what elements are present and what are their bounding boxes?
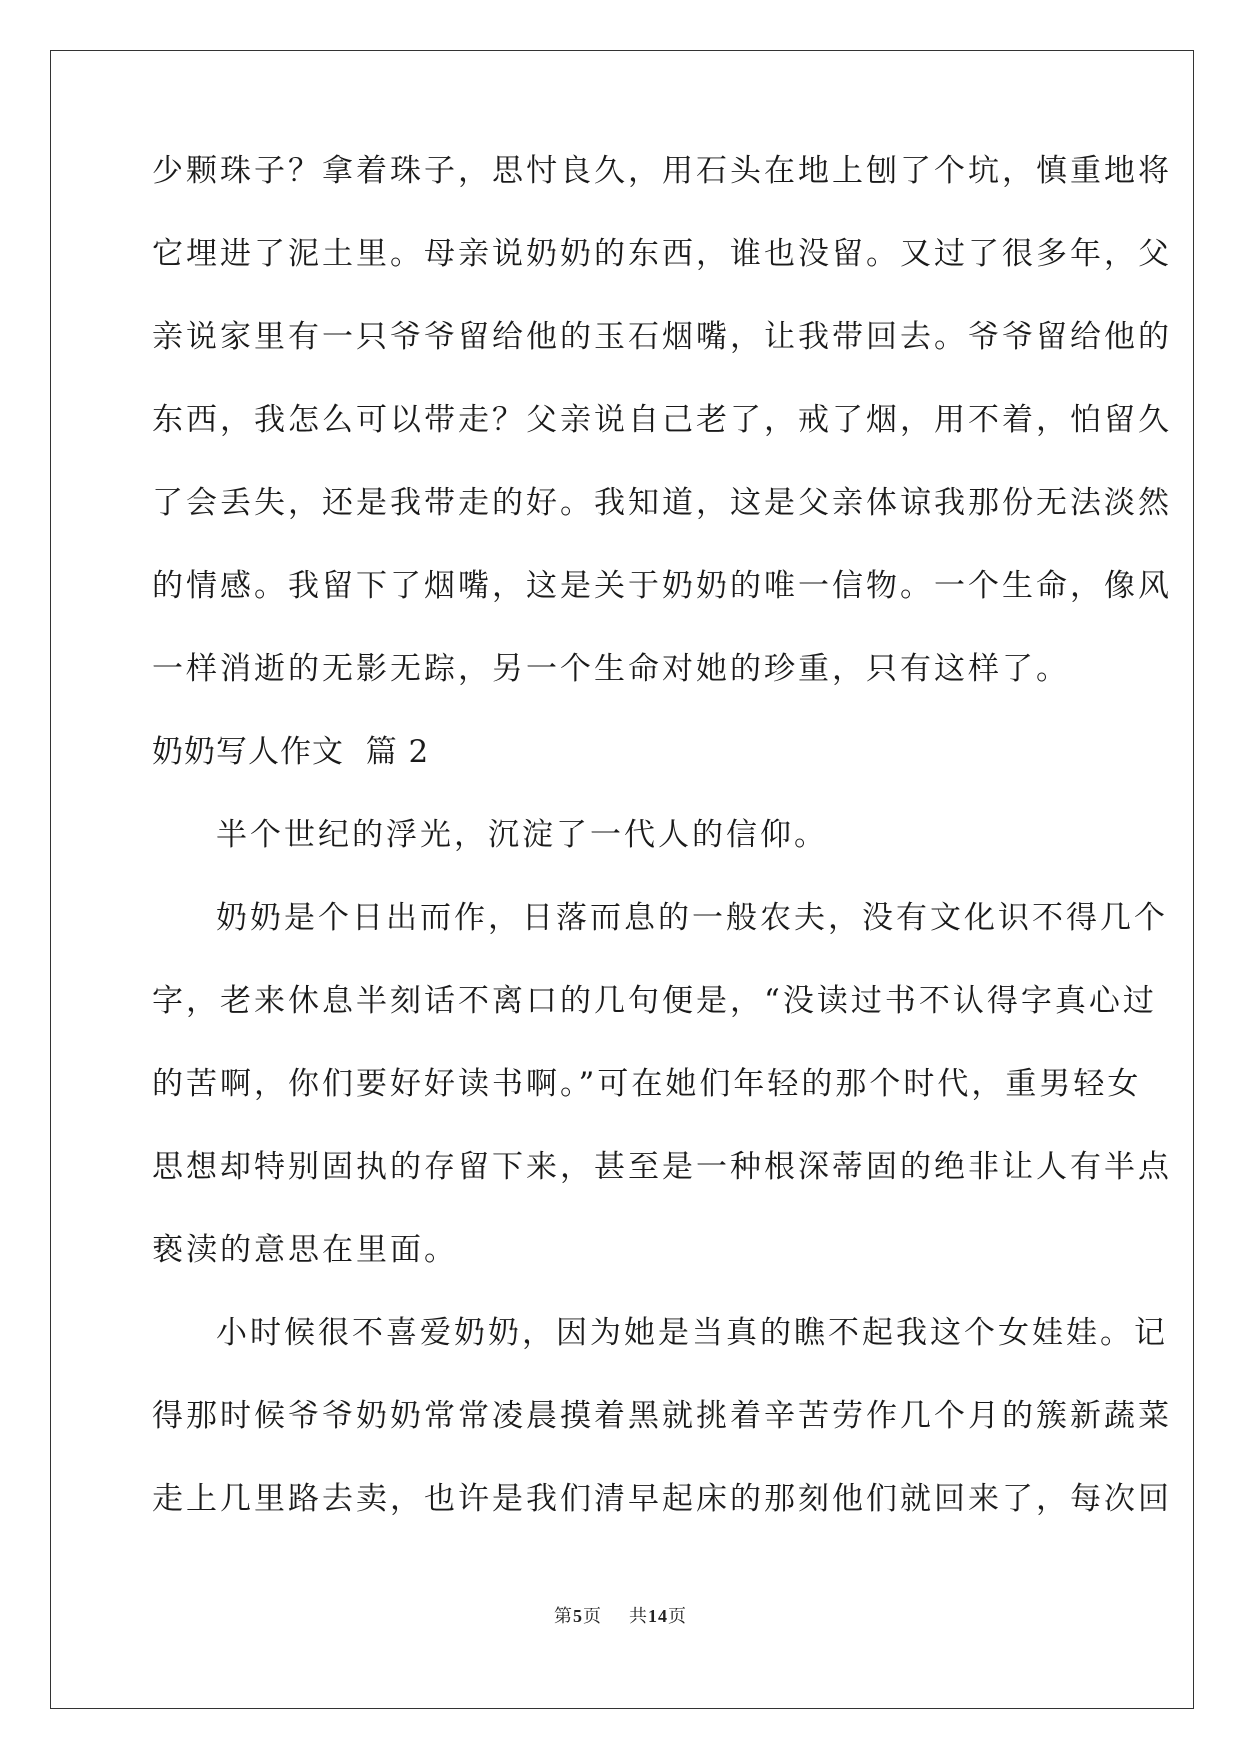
page-number: 5 [573, 1606, 584, 1626]
total-prefix: 共 [628, 1606, 648, 1627]
text-line: 它埋进了泥土里。母亲说奶奶的东西，谁也没留。又过了很多年，父 [152, 236, 1172, 272]
text-line: 奶奶是个日出而作，日落而息的一般农夫，没有文化识不得几个 [216, 900, 1168, 936]
text-line: 东西，我怎么可以带走？父亲说自己老了，戒了烟，用不着，怕留久 [152, 402, 1172, 438]
total-pages: 14 [647, 1606, 668, 1626]
text-line: 得那时候爷爷奶奶常常凌晨摸着黑就挑着辛苦劳作几个月的簇新蔬菜 [152, 1398, 1172, 1434]
text-line: 亲说家里有一只爷爷留给他的玉石烟嘴，让我带回去。爷爷留给他的 [152, 319, 1172, 355]
text-line: 一样消逝的无影无踪，另一个生命对她的珍重，只有这样了。 [152, 651, 1070, 687]
total-suffix: 页 [667, 1606, 687, 1627]
page-suffix: 页 [583, 1606, 603, 1627]
text-line: 走上几里路去卖，也许是我们清早起床的那刻他们就回来了，每次回 [152, 1481, 1172, 1517]
text-line: 的情感。我留下了烟嘴，这是关于奶奶的唯一信物。一个生命，像风 [152, 568, 1172, 604]
text-line: 了会丢失，还是我带走的好。我知道，这是父亲体谅我那份无法淡然 [152, 485, 1172, 521]
text-line: 少颗珠子？拿着珠子，思忖良久，用石头在地上刨了个坑，慎重地将 [152, 153, 1172, 189]
document-body [152, 130, 1172, 1541]
page-footer [0, 1602, 1241, 1628]
page-prefix: 第 [554, 1606, 574, 1627]
text-line: 字，老来休息半刻话不离口的几句便是，“没读过书不认得字真心过 [152, 983, 1157, 1019]
section-heading: 奶奶写人作文 篇 2 [152, 734, 430, 770]
text-line: 的苦啊，你们要好好读书啊。”可在她们年轻的那个时代，重男轻女 [152, 1066, 1142, 1102]
text-line: 小时候很不喜爱奶奶，因为她是当真的瞧不起我这个女娃娃。记 [216, 1315, 1168, 1351]
text-line: 半个世纪的浮光，沉淀了一代人的信仰。 [216, 817, 828, 853]
text-line: 思想却特别固执的存留下来，甚至是一种根深蒂固的绝非让人有半点 [152, 1149, 1172, 1185]
text-line: 亵渎的意思在里面。 [152, 1232, 458, 1268]
